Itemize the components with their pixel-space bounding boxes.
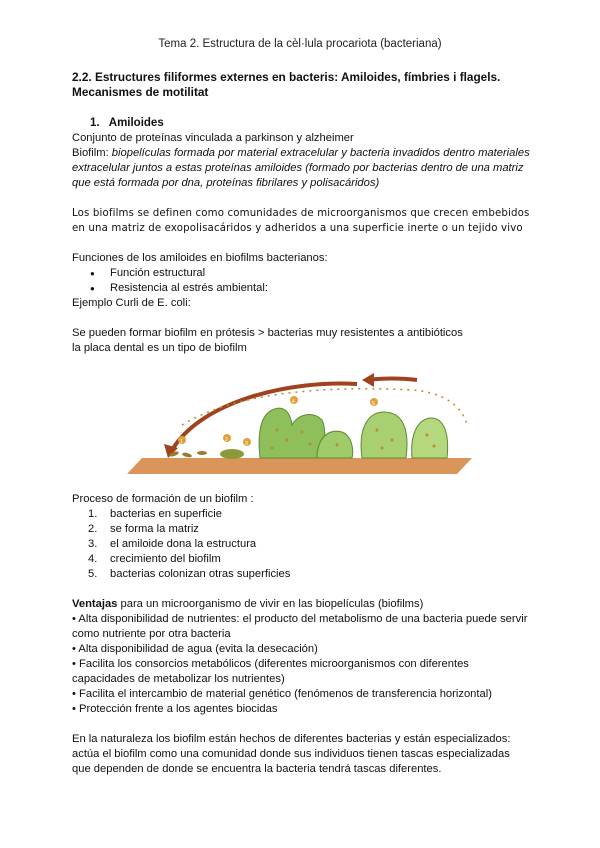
prosthesis-line2: la placa dental es un tipo de biofilm [72,342,247,354]
stage-2-cluster [220,449,244,459]
cycle-arrow-top [367,379,417,381]
advantages-rest: para un microorganismo de vivir en las biopelículas (biofilms) [117,598,424,610]
substrate-surface [127,458,472,474]
def-line1: Los biofilms se definen como comunidades de microorganismos que crecen embebidos [72,208,530,219]
section-title-line1: 2.2. Estructures filiformes externes en bacteris: Amiloides, fímbries i flagels. [72,70,501,84]
functions-list [72,266,532,296]
biofilm-formation-figure [72,370,532,480]
section-title-line2: Mecanismes de motilitat [72,85,209,99]
advantage-line: como nutriente por otra bacteria [72,628,231,640]
page-header: Tema 2. Estructura de la cèl·lula procariota (bacteriana) [158,38,442,50]
biofilm-label: Biofilm: [72,147,112,159]
example-line: Ejemplo Curli de E. coli: [72,297,191,309]
section-title [72,70,532,100]
biofilm-mound-1 [259,408,325,458]
biofilm-illustration [112,370,492,480]
amiloides-line1: Conjunto de proteínas vinculada a parkinson y alzheimer [72,132,354,144]
biofilm-italic-3: que está formada por dna, proteínas fibrilares y polisacáridos) [72,177,380,189]
list-item: se forma la matriz [110,523,199,535]
def-line2: en una matriz de exopolisacáridos y adheridos a una superficie inerte o un tejido vivo [72,223,523,234]
advantages-title [72,597,532,612]
biofilm-definition [72,146,532,161]
stage-label: 1 [180,439,183,445]
process-title: Proceso de formación de un biofilm : [72,493,254,505]
biofilm-mound-3 [361,412,407,458]
functions-title: Funciones de los amiloides en biofilms bacterianos: [72,252,328,264]
nature-line3: que dependen de donde se encuentra la bacteria tendrá tascas diferentes. [72,763,442,775]
prosthesis-line1: Se pueden formar biofilm en prótesis > bacterias muy resistentes a antibióticos [72,327,463,339]
advantages-bold: Ventajas [72,598,118,610]
stage-label: 4 [292,399,295,405]
biofilm-mound-4 [412,418,448,458]
advantage-line: • Facilita los consorcios metabólicos (diferentes microorganismos con diferentes [72,658,469,670]
list-item: bacterias en superficie [110,508,222,520]
advantage-line: • Alta disponibilidad de nutrientes: el producto del metabolismo de una bacteria puede servir [72,613,528,625]
advantage-line: • Protección frente a los agentes biocidas [72,703,278,715]
advantage-line: capacidades de metabolizar los nutrientes) [72,673,285,685]
nature-line2: actúa el biofilm como una comunidad donde sus individuos tienen tascas especializadas [72,748,510,760]
list-item: el amiloide dona la estructura [110,538,257,550]
list-item: crecimiento del biofilm [110,553,221,565]
biofilm-italic-1: biopelículas formada por material extracelular y bacteria invadidos dentro materiales [111,147,530,159]
advantage-line: • Facilita el intercambio de material genético (fenómenos de transferencia horizontal) [72,688,492,700]
heading-text: Amiloides [108,117,164,129]
amiloides-heading [72,116,532,131]
stage-label: 3 [245,441,248,447]
advantage-line: • Alta disponibilidad de agua (evita la desecación) [72,643,318,655]
list-item: bacterias colonizan otras superficies [110,568,291,580]
list-item: ● Función estructural [110,266,532,281]
stage-label: 2 [225,437,228,443]
stage-label: 5 [372,401,375,407]
nature-line1: En la naturaleza los biofilm están hechos de diferentes bacterias y están especializados: [72,733,511,745]
process-steps [72,507,532,582]
arrow-head-top [362,373,374,387]
biofilm-italic-2: extracelular juntos a estas proteínas amiloides (formado por bacterias dentro de una matriz [72,162,524,174]
document-body [72,70,532,777]
list-item: ● Resistencia al estrés ambiental: [110,281,532,296]
heading-number: 1. [90,117,100,129]
